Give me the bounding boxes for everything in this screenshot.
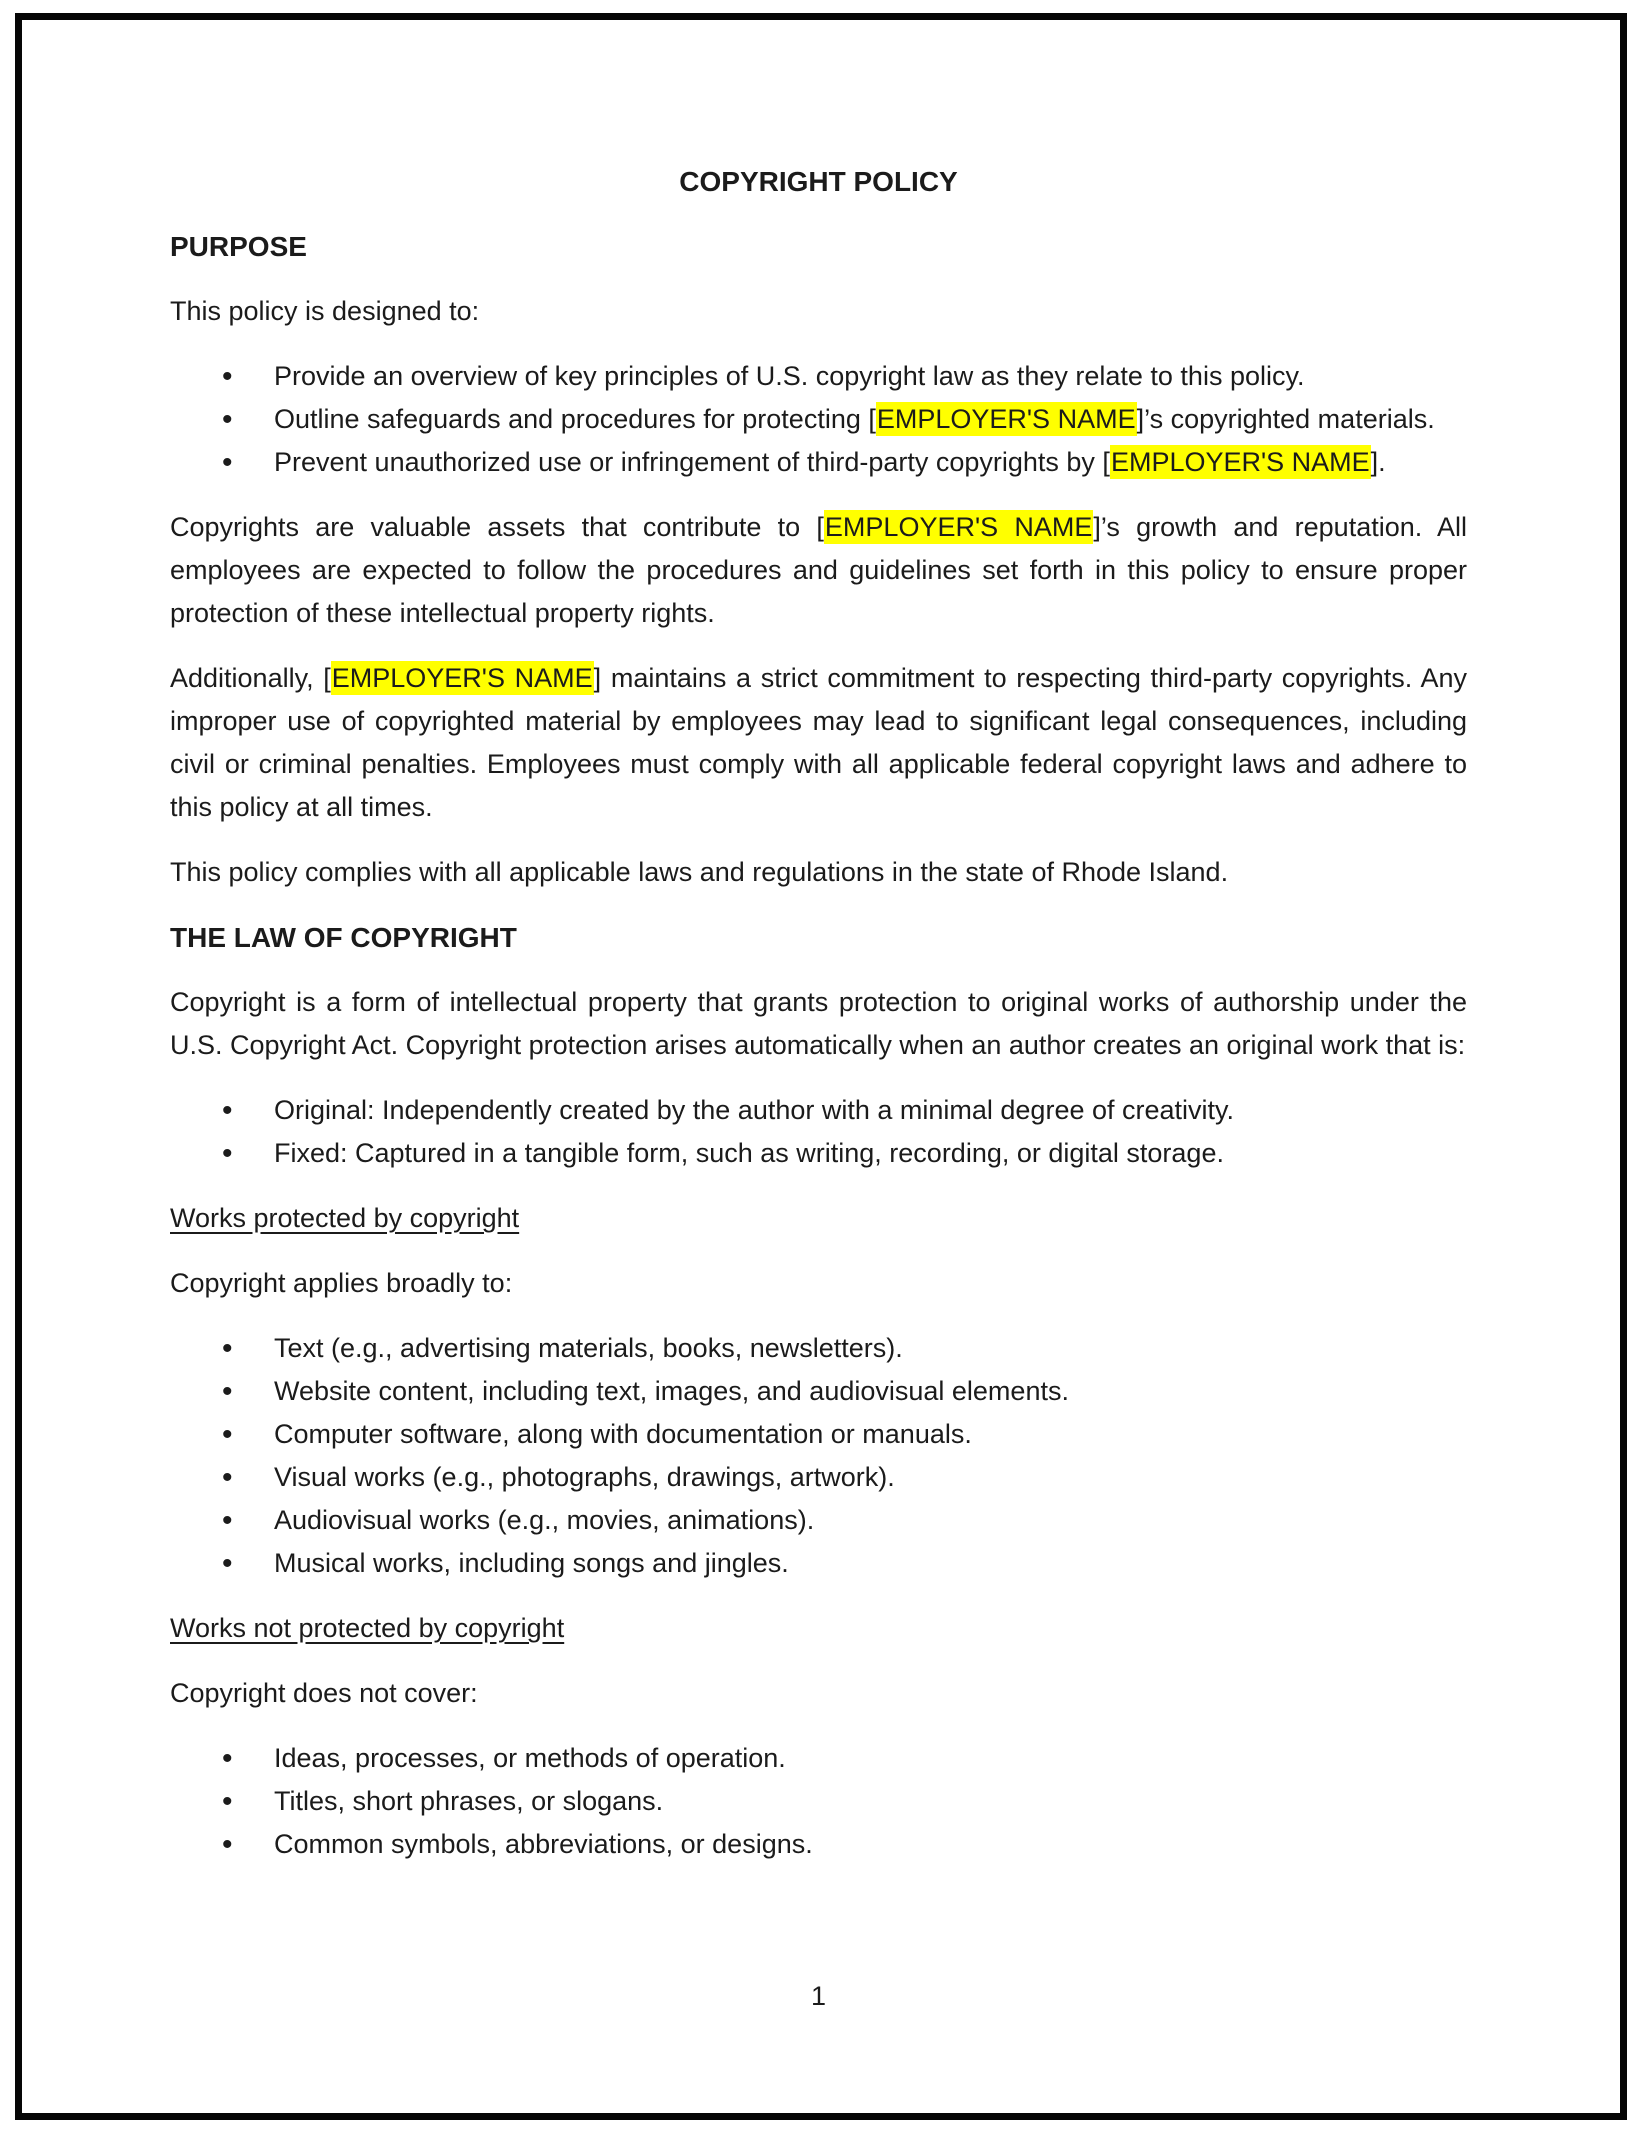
bullet-item: [170, 398, 1467, 441]
text-segment: ]’s growth and reputation. All employees are expected to follow the procedures and guidelines set forth in this policy to ensure proper protection of these intellectual property rights.: [170, 512, 1467, 628]
highlight-placeholder: EMPLOYER'S NAME: [824, 512, 1093, 542]
text-segment: Visual works (e.g., photographs, drawings, artwork).: [274, 1462, 895, 1492]
document-title: COPYRIGHT POLICY: [679, 166, 958, 197]
text-segment: Website content, including text, images, and audiovisual elements.: [274, 1376, 1069, 1406]
text-segment: This policy is designed to:: [170, 296, 480, 326]
text-segment: ]’s copyrighted materials.: [1136, 404, 1435, 434]
paragraph: [170, 851, 1467, 894]
bullet-item: [170, 355, 1467, 398]
text-segment: ] maintains a strict commitment to respecting third-party copyrights. Any improper use of copyrighted material by employees may lead to significant legal consequences, including civil or criminal penalties. Employees must comply with all applicable federal copyright laws and adhere to this policy at all times.: [170, 663, 1467, 822]
text-segment: Additionally, [: [170, 663, 331, 693]
bullet-item: [170, 1370, 1467, 1413]
text-segment: This policy complies with all applicable laws and regulations in the state of Rhode Island.: [170, 857, 1229, 887]
highlight-placeholder: EMPLOYER'S NAME: [1110, 447, 1370, 477]
section-heading: PURPOSE: [170, 231, 307, 262]
text-segment: Prevent unauthorized use or infringement of third-party copyrights by [: [274, 447, 1110, 477]
text-segment: Copyright is a form of intellectual property that grants protection to original works of authorship under the U.S. Copyright Act. Copyright protection arises automatically when an author creates an original work that is:: [170, 987, 1467, 1060]
bullet-item: [170, 1413, 1467, 1456]
text-segment: Copyrights are valuable assets that contribute to [: [170, 512, 824, 542]
text-segment: Ideas, processes, or methods of operation.: [274, 1743, 786, 1773]
text-segment: Audiovisual works (e.g., movies, animations).: [274, 1505, 815, 1535]
text-segment: Copyright does not cover:: [170, 1678, 478, 1708]
bullet-item: [170, 1132, 1467, 1175]
text-segment: ].: [1370, 447, 1386, 477]
paragraph: [170, 657, 1467, 829]
bullet-item: [170, 1780, 1467, 1823]
paragraph: [170, 1262, 1467, 1305]
paragraph: [170, 506, 1467, 635]
document-content: [170, 160, 1467, 1888]
bullet-item: [170, 1327, 1467, 1370]
text-segment: Provide an overview of key principles of U.S. copyright law as they relate to this policy.: [274, 361, 1305, 391]
section-heading: THE LAW OF COPYRIGHT: [170, 922, 517, 953]
text-segment: Titles, short phrases, or slogans.: [274, 1786, 664, 1816]
bullet-item: [170, 1823, 1467, 1866]
paragraph: [170, 1672, 1467, 1715]
bullet-list: [170, 355, 1467, 484]
text-segment: Common symbols, abbreviations, or designs.: [274, 1829, 813, 1859]
text-segment: Fixed: Captured in a tangible form, such as writing, recording, or digital storage.: [274, 1138, 1224, 1168]
section-subheading: Works protected by copyright: [170, 1203, 520, 1233]
bullet-list: [170, 1327, 1467, 1585]
page-number: 1: [810, 1981, 827, 2011]
bullet-item: [170, 1456, 1467, 1499]
paragraph: [170, 290, 1467, 333]
bullet-item: [170, 1499, 1467, 1542]
highlight-placeholder: EMPLOYER'S NAME: [876, 404, 1136, 434]
text-segment: Computer software, along with documentation or manuals.: [274, 1419, 972, 1449]
bullet-list: [170, 1737, 1467, 1866]
text-segment: Copyright applies broadly to:: [170, 1268, 513, 1298]
paragraph: [170, 981, 1467, 1067]
bullet-item: [170, 441, 1467, 484]
text-segment: Musical works, including songs and jingles.: [274, 1548, 789, 1578]
bullet-item: [170, 1542, 1467, 1585]
highlight-placeholder: EMPLOYER'S NAME: [331, 663, 593, 693]
bullet-list: [170, 1089, 1467, 1175]
text-segment: Text (e.g., advertising materials, books, newsletters).: [274, 1333, 903, 1363]
section-subheading: Works not protected by copyright: [170, 1613, 565, 1643]
bullet-item: [170, 1089, 1467, 1132]
bullet-item: [170, 1737, 1467, 1780]
text-segment: Outline safeguards and procedures for protecting [: [274, 404, 876, 434]
text-segment: Original: Independently created by the author with a minimal degree of creativity.: [274, 1095, 1235, 1125]
